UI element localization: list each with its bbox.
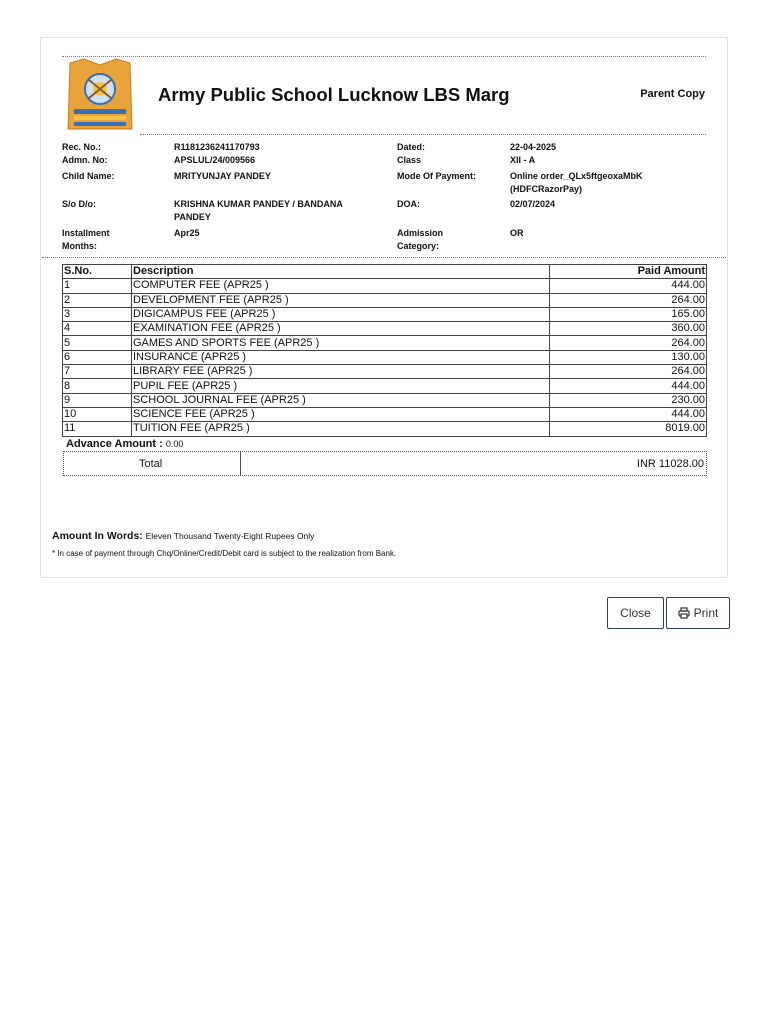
sno-cell: 3 <box>63 307 132 321</box>
amount-cell: 230.00 <box>550 393 707 407</box>
description-cell: DEVELOPMENT FEE (APR25 ) <box>132 293 550 307</box>
amount-cell: 165.00 <box>550 307 707 321</box>
table-row <box>63 365 707 379</box>
parents-value-2: PANDEY <box>174 212 211 222</box>
table-header-row <box>63 265 707 279</box>
sno-header: S.No. <box>63 265 132 279</box>
admission-category-value: OR <box>510 228 524 238</box>
sno-cell: 11 <box>63 422 132 436</box>
paid-amount-header: Paid Amount <box>550 265 707 279</box>
sno-cell: 6 <box>63 350 132 364</box>
doa-value: 02/07/2024 <box>510 199 556 209</box>
school-logo <box>62 57 138 133</box>
table-row <box>63 379 707 393</box>
header-bottom-divider <box>140 134 706 135</box>
total-row <box>63 451 707 476</box>
school-name: Army Public School Lucknow LBS Marg <box>158 84 510 105</box>
amount-in-words <box>52 530 314 542</box>
admn-no-label: Admn. No: <box>62 155 108 165</box>
close-button-label: Close <box>620 606 651 620</box>
description-cell: DIGICAMPUS FEE (APR25 ) <box>132 307 550 321</box>
amount-in-words-value: Eleven Thousand Twenty-Eight Rupees Only <box>145 531 315 541</box>
print-button-label: Print <box>693 606 719 620</box>
sno-cell: 1 <box>63 279 132 293</box>
child-name-label: Child Name: <box>62 171 115 181</box>
amount-cell: 360.00 <box>550 322 707 336</box>
sno-cell: 2 <box>63 293 132 307</box>
amount-in-words-label: Amount In Words: <box>52 530 143 542</box>
description-cell: COMPUTER FEE (APR25 ) <box>132 279 550 293</box>
admn-no-value: APSLUL/24/009566 <box>174 155 256 165</box>
admission-label-1: Admission <box>397 228 444 238</box>
so-do-label: S/o D/o: <box>62 199 96 209</box>
amount-cell: 264.00 <box>550 365 707 379</box>
description-cell: SCHOOL JOURNAL FEE (APR25 ) <box>132 393 550 407</box>
table-row <box>63 322 707 336</box>
amount-cell: 444.00 <box>550 379 707 393</box>
advance-amount-value: 0.00 <box>165 439 184 449</box>
print-button[interactable] <box>666 597 730 629</box>
sno-cell: 10 <box>63 407 132 421</box>
admission-label-2: Category: <box>397 241 440 251</box>
sno-cell: 4 <box>63 322 132 336</box>
total-divider <box>240 452 241 475</box>
total-value: INR 11028.00 <box>636 458 704 470</box>
sno-cell: 8 <box>63 379 132 393</box>
installment-value: Apr25 <box>174 228 200 238</box>
table-row <box>63 279 707 293</box>
parents-value-1: KRISHNA KUMAR PANDEY / BANDANA <box>174 199 343 209</box>
class-label: Class <box>397 155 422 165</box>
amount-cell: 264.00 <box>550 293 707 307</box>
amount-cell: 444.00 <box>550 279 707 293</box>
sno-cell: 9 <box>63 393 132 407</box>
table-row <box>63 393 707 407</box>
class-value: XII - A <box>510 155 536 165</box>
description-cell: GAMES AND SPORTS FEE (APR25 ) <box>132 336 550 350</box>
close-button[interactable] <box>607 597 664 629</box>
table-row <box>63 307 707 321</box>
mode-of-payment-value-2: (HDFCRazorPay) <box>510 184 583 194</box>
description-cell: SCIENCE FEE (APR25 ) <box>132 407 550 421</box>
table-row <box>63 422 707 436</box>
sno-cell: 7 <box>63 365 132 379</box>
table-row <box>63 293 707 307</box>
fee-table <box>62 264 707 437</box>
installment-label-1: Installment <box>62 228 110 238</box>
advance-amount <box>66 438 183 450</box>
table-row <box>63 336 707 350</box>
rec-no-label: Rec. No.: <box>62 142 102 152</box>
dated-value: 22-04-2025 <box>510 142 557 152</box>
payment-note: * In case of payment through Chq/Online/Credit/Debit card is subject to the realization from Bank. <box>52 549 397 558</box>
mode-of-payment-value-1: Online order_QLx5ftgeoxaMbK <box>510 171 643 181</box>
mode-of-payment-label: Mode Of Payment: <box>397 171 477 181</box>
table-row <box>63 407 707 421</box>
description-cell: TUITION FEE (APR25 ) <box>132 422 550 436</box>
amount-cell: 130.00 <box>550 350 707 364</box>
advance-amount-label: Advance Amount : <box>66 438 163 450</box>
info-bottom-divider <box>42 257 726 258</box>
child-name-value: MRITYUNJAY PANDEY <box>174 171 271 181</box>
description-header: Description <box>132 265 550 279</box>
description-cell: INSURANCE (APR25 ) <box>132 350 550 364</box>
amount-cell: 8019.00 <box>550 422 707 436</box>
sno-cell: 5 <box>63 336 132 350</box>
dated-label: Dated: <box>397 142 426 152</box>
header-top-divider <box>62 56 706 57</box>
amount-cell: 444.00 <box>550 407 707 421</box>
copy-type: Parent Copy <box>640 88 705 100</box>
rec-no-value: R1181236241170793 <box>174 142 260 152</box>
total-label: Total <box>139 458 163 470</box>
table-row <box>63 350 707 364</box>
description-cell: EXAMINATION FEE (APR25 ) <box>132 322 550 336</box>
amount-cell: 264.00 <box>550 336 707 350</box>
installment-label-2: Months: <box>62 241 97 251</box>
description-cell: LIBRARY FEE (APR25 ) <box>132 365 550 379</box>
doa-label: DOA: <box>397 199 420 209</box>
description-cell: PUPIL FEE (APR25 ) <box>132 379 550 393</box>
printer-icon <box>678 607 690 619</box>
